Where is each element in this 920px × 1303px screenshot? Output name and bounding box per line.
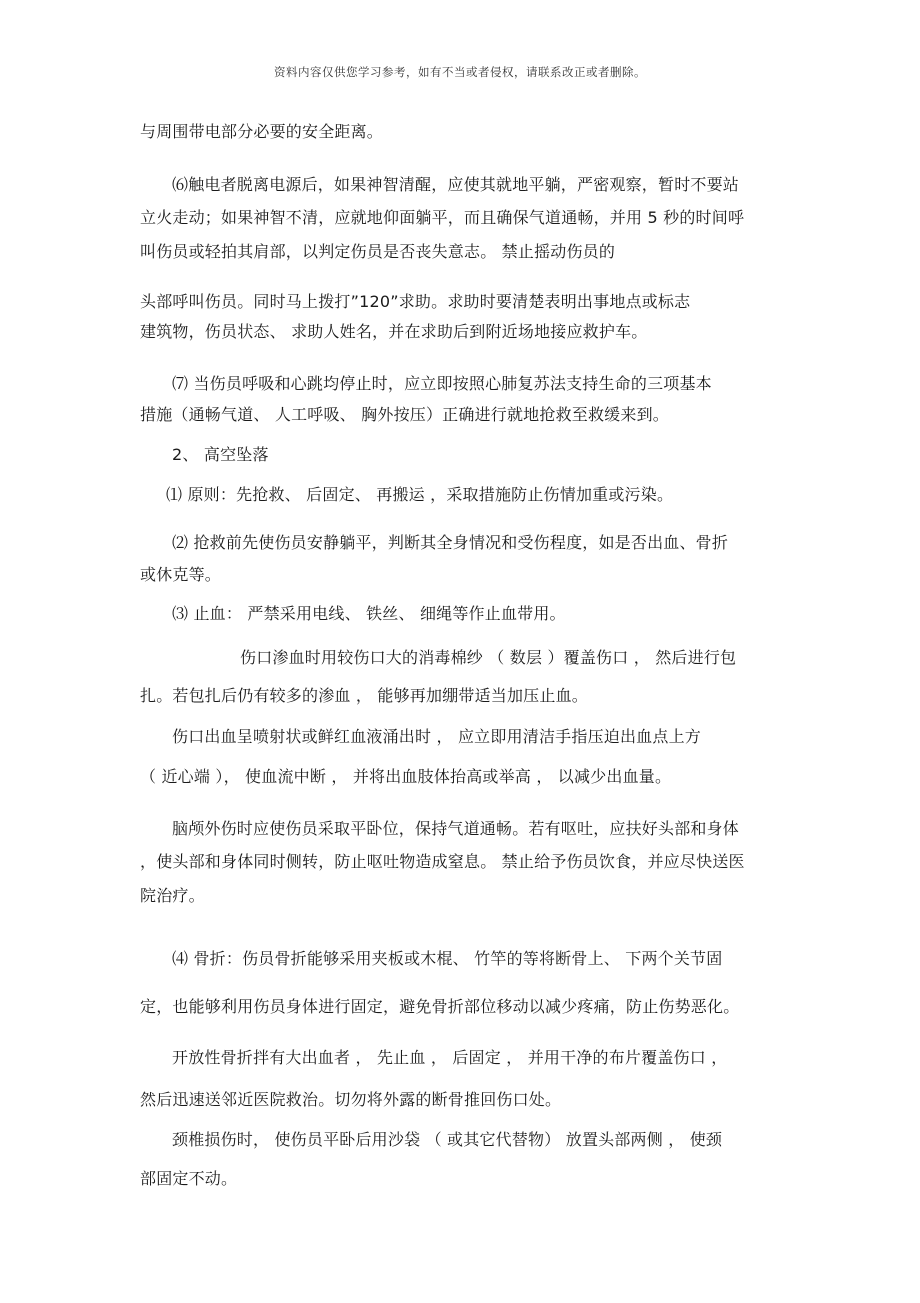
- text-line: 定，也能够利用伤员身体进行固定，避免骨折部位移动以减少疼痛，防止伤势恶化。: [140, 997, 740, 1016]
- text-line: 部固定不动。: [140, 1169, 238, 1188]
- text-line: 然后迅速送邻近医院救治。切勿将外露的断骨推回伤口处。: [140, 1090, 562, 1109]
- text-line: 脑颅外伤时应使伤员采取平卧位，保持气道通畅。若有呕吐，应扶好头部和身体: [172, 819, 740, 838]
- text-line: 建筑物，伤员状态、 求助人姓名，并在求助后到附近场地接应救护车。: [140, 322, 648, 341]
- text-line: 叫伤员或轻拍其肩部，以判定伤员是否丧失意志。 禁止摇动伤员的: [140, 242, 616, 261]
- text-line: ⑺ 当伤员呼吸和心跳均停止时，应立即按照心肺复苏法支持生命的三项基本: [172, 374, 712, 393]
- text-line: ⑴ 原则：先抢救、 后固定、 再搬运 ，采取措施防止伤情加重或污染。: [166, 485, 674, 504]
- text-line: 伤口出血呈喷射状或鲜红血液涌出时 ， 应立即用清洁手指压迫出血点上方: [172, 727, 701, 746]
- text-line: （ 近心端 ）， 使血流中断 ， 并将出血肢体抬高或举高 ， 以减少出血量。: [140, 767, 672, 786]
- text-line: ⑵ 抢救前先使伤员安静躺平，判断其全身情况和受伤程度，如是否出血、骨折: [172, 533, 729, 552]
- text-line: ⑹触电者脱离电源后，如果神智清醒，应使其就地平躺，严密观察，暂时不要站: [172, 175, 740, 194]
- text-line: 伤口渗血时用较伤口大的消毒棉纱 （ 数层 ）覆盖伤口 ， 然后进行包: [240, 648, 737, 667]
- text-line: ，使头部和身体同时侧转，防止呕吐物造成窒息。 禁止给予伤员饮食，并应尽快送医: [140, 852, 745, 871]
- text-line: 措施（通畅气道、 人工呼吸、 胸外按压）正确进行就地抢救至救缓来到。: [140, 405, 669, 424]
- text-line: 与周围带电部分必要的安全距离。: [140, 122, 384, 141]
- text-line: 扎。若包扎后仍有较多的渗血 ， 能够再加绷带适当加压止血。: [140, 686, 588, 705]
- text-line: 院治疗。: [140, 886, 205, 905]
- section-heading: 2、 高空坠落: [172, 445, 269, 464]
- text-line: 颈椎损伤时， 使伤员平卧后用沙袋 （ 或其它代替物） 放置头部两侧 ， 使颈: [172, 1130, 723, 1149]
- text-line: 或休克等。: [140, 565, 222, 584]
- text-line: 立火走动；如果神智不清，应就地仰面躺平，而且确保气道通畅，并用 5 秒的时间呼: [140, 208, 745, 227]
- page-header-notice: 资料内容仅供您学习参考，如有不当或者侵权，请联系改正或者删除。: [274, 65, 646, 79]
- text-line: 开放性骨折拌有大出血者 ， 先止血 ， 后固定 ， 并用干净的布片覆盖伤口 ，: [172, 1048, 728, 1067]
- text-line: ⑷ 骨折：伤员骨折能够采用夹板或木棍、 竹竿的等将断骨上、 下两个关节固: [172, 949, 723, 968]
- text-line: 头部呼叫伤员。同时马上拨打”120”求助。求助时要清楚表明出事地点或标志: [140, 292, 691, 311]
- text-line: ⑶ 止血： 严禁采用电线、 铁丝、 细绳等作止血带用。: [172, 604, 566, 623]
